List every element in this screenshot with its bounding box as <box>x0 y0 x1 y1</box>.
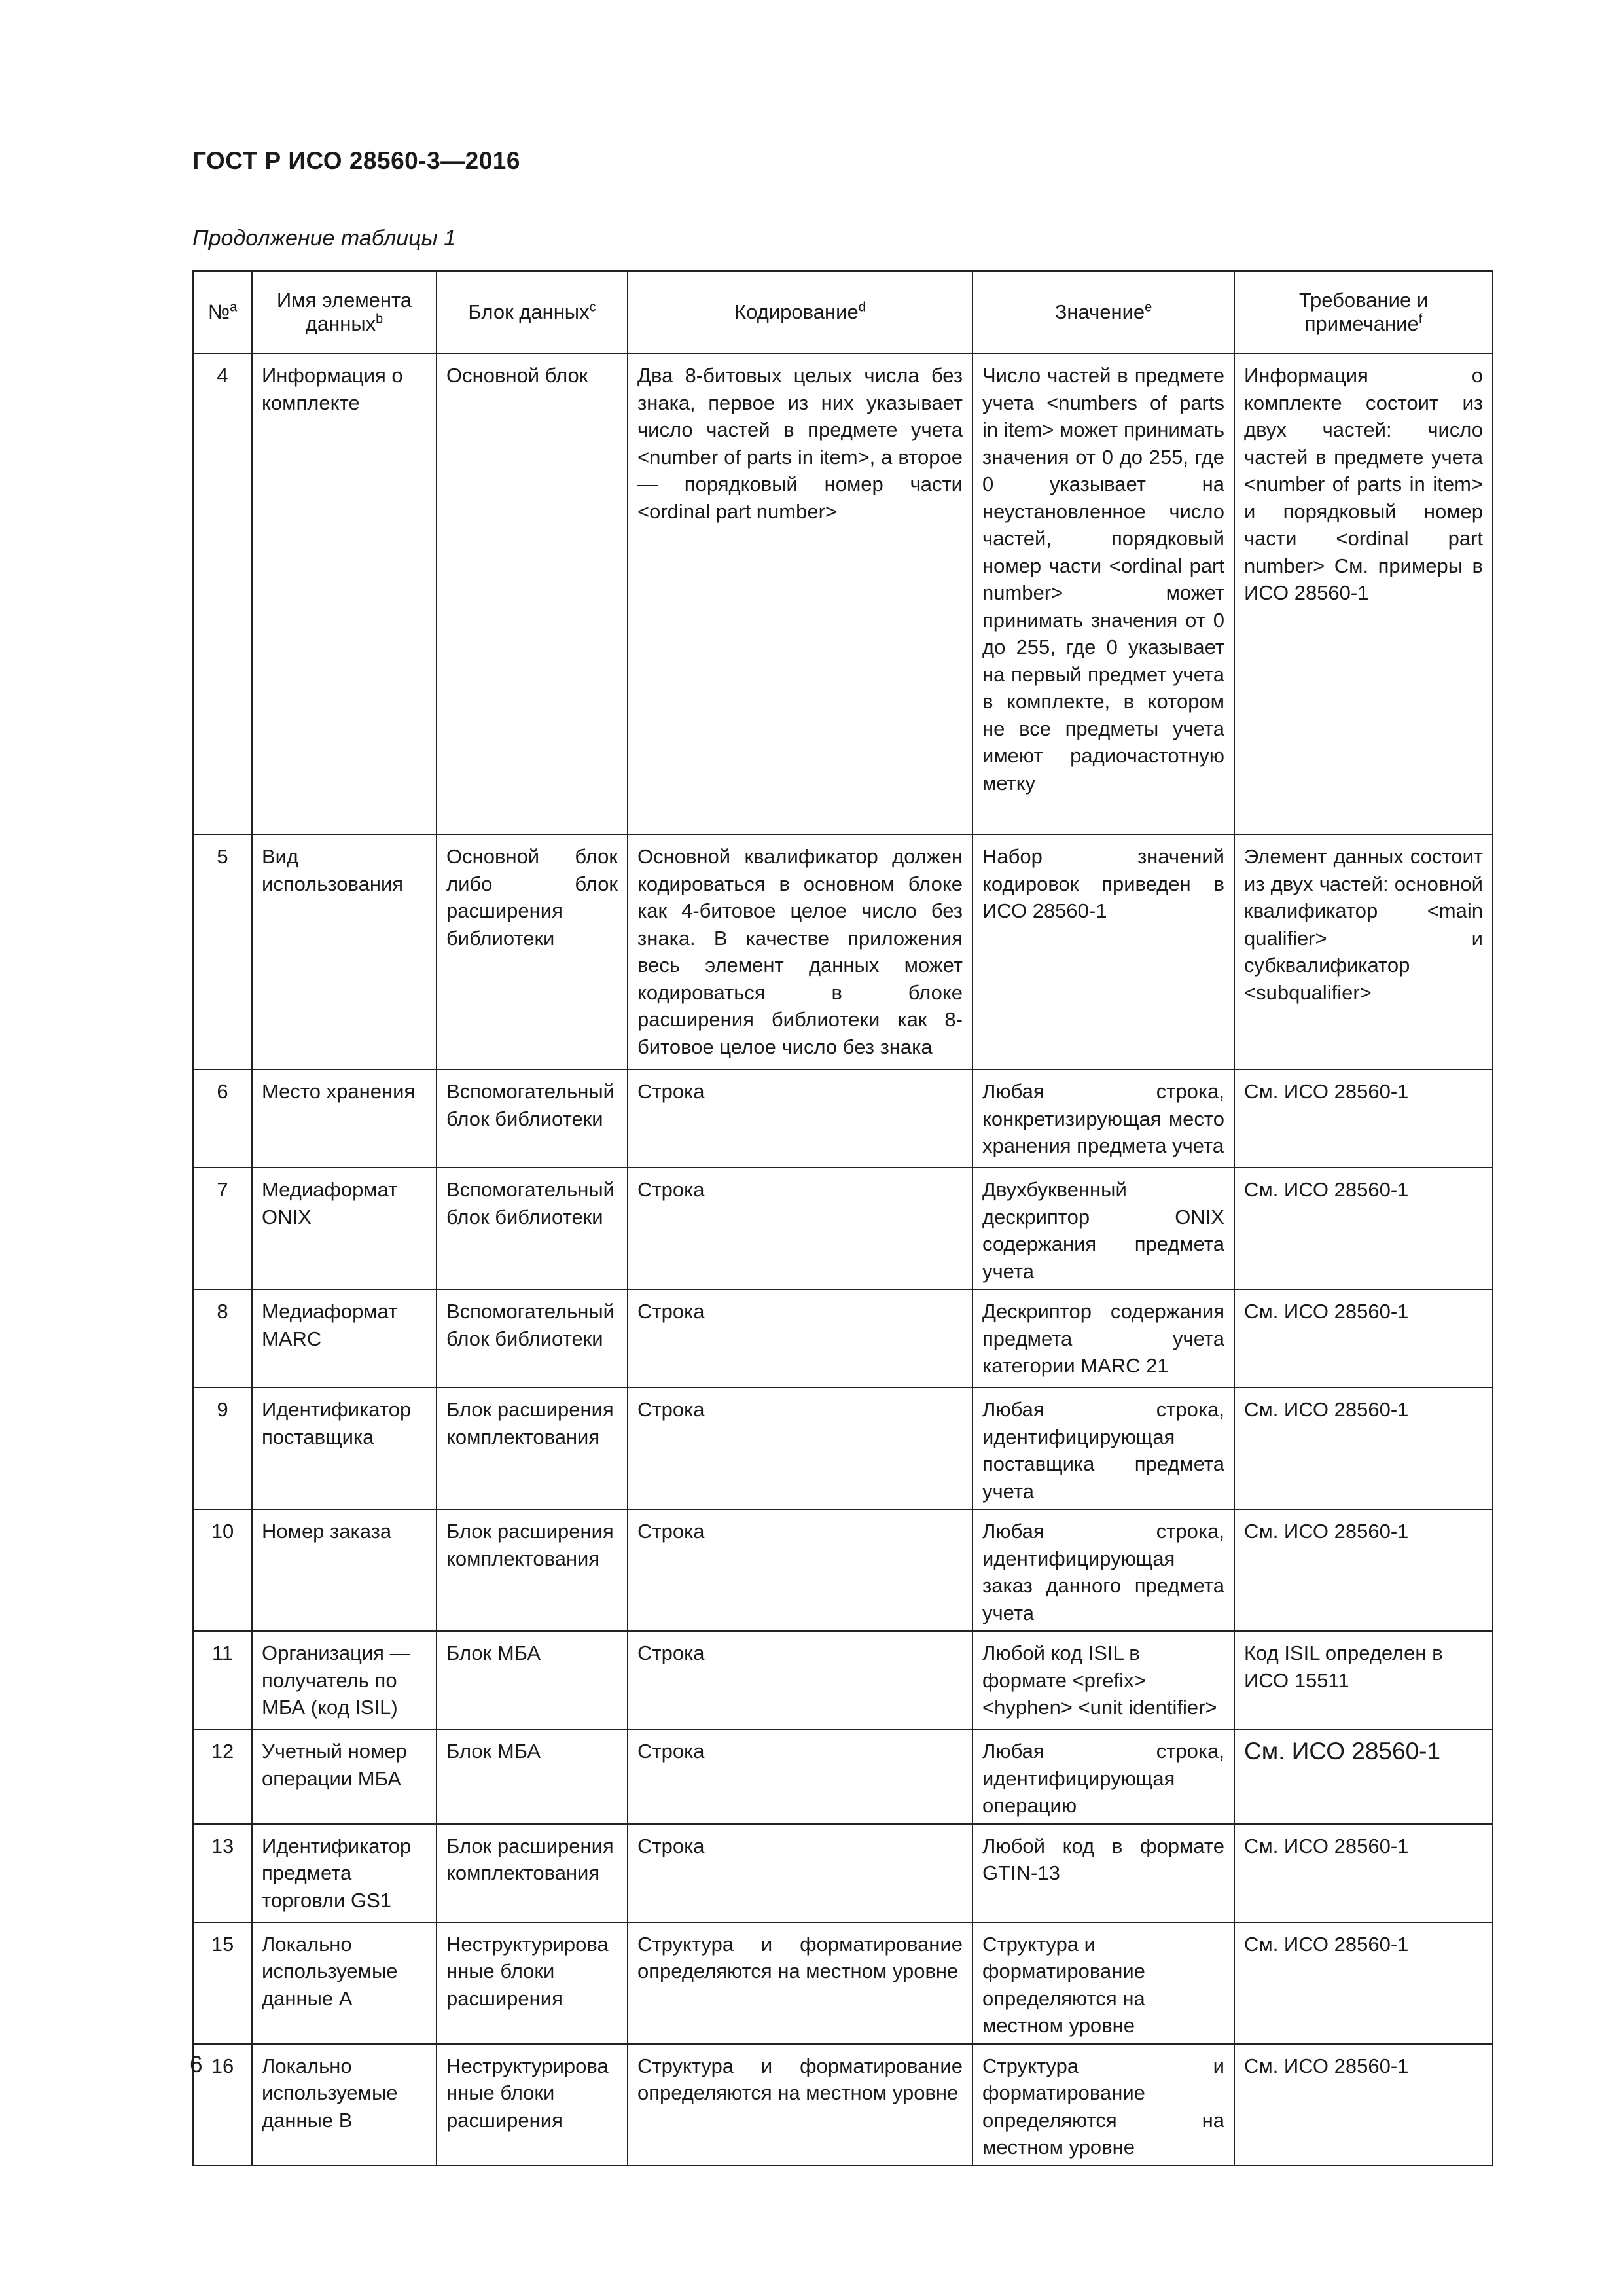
cell-value: Любая строка, идентифицирующая заказ данного предмета учета <box>972 1509 1234 1631</box>
cell-note: См. ИСО 28560-1 <box>1234 1168 1493 1289</box>
cell-element-name: Локально используемые данные В <box>252 2044 437 2166</box>
cell-number: 11 <box>193 1631 252 1729</box>
cell-number: 15 <box>193 1922 252 2044</box>
cell-value: Любой код в формате GTIN-13 <box>972 1824 1234 1922</box>
cell-coding: Строка <box>628 1729 972 1824</box>
table-row <box>193 1168 1493 1289</box>
cell-value: Структура и форматирование определяются на местном уровне <box>972 1922 1234 2044</box>
cell-coding: Строка <box>628 1289 972 1388</box>
table-row <box>193 1631 1493 1729</box>
cell-data-block: Блок МБА <box>437 1631 628 1729</box>
cell-data-block: Блок расширения комплектования <box>437 1824 628 1922</box>
data-elements-table <box>192 270 1493 2166</box>
cell-element-name: Медиаформат MARC <box>252 1289 437 1388</box>
cell-data-block: Основной блок либо блок расширения библиотеки <box>437 834 628 1069</box>
cell-element-name: Медиаформат ONIX <box>252 1168 437 1289</box>
cell-note: См. ИСО 28560-1 <box>1234 1069 1493 1168</box>
cell-note: Элемент данных состоит из двух частей: основной квалификатор <main qualifier> и субквалификатор <subqualifier> <box>1234 834 1493 1069</box>
column-header-value: Значение$^e$ <box>972 271 1234 353</box>
cell-coding: Строка <box>628 1388 972 1509</box>
table-row <box>193 1289 1493 1388</box>
cell-data-block: Вспомогательный блок библиотеки <box>437 1168 628 1289</box>
cell-value: Любой код ISIL в формате <prefix><hyphen> <unit identifier> <box>972 1631 1234 1729</box>
cell-coding: Строка <box>628 1824 972 1922</box>
cell-data-block: Блок расширения комплектования <box>437 1509 628 1631</box>
cell-element-name: Организация — получатель по МБА (код ISIL) <box>252 1631 437 1729</box>
table-row <box>193 1824 1493 1922</box>
table-row <box>193 1729 1493 1824</box>
cell-element-name: Место хранения <box>252 1069 437 1168</box>
cell-number: 5 <box>193 834 252 1069</box>
cell-element-name: Идентификатор предмета торговли GS1 <box>252 1824 437 1922</box>
cell-number: 9 <box>193 1388 252 1509</box>
cell-number: 12 <box>193 1729 252 1824</box>
column-header-data-block: Блок данных$^c$ <box>437 271 628 353</box>
table-row <box>193 1509 1493 1631</box>
cell-value: Число частей в предмете учета <numbers of parts in item> может принимать значения от 0 до 255, где 0 указывает на неустановленное число частей, порядковый номер части <ordinal part number> может принимать значения от 0 до 255, где 0 указывает на первый предмет учета в комплекте, в котором не все предметы учета имеют радиочастотную метку <box>972 353 1234 834</box>
table-row <box>193 1388 1493 1509</box>
column-header-coding: Кодирование$^d$ <box>628 271 972 353</box>
cell-data-block: Неструктурированные блоки расширения <box>437 2044 628 2166</box>
cell-value: Набор значений кодировок приведен в ИСО 28560-1 <box>972 834 1234 1069</box>
cell-coding: Строка <box>628 1168 972 1289</box>
table-row <box>193 353 1493 834</box>
cell-value: Любая строка, идентифицирующая поставщика предмета учета <box>972 1388 1234 1509</box>
cell-value: Любая строка, конкретизирующая место хранения предмета учета <box>972 1069 1234 1168</box>
table-continuation-caption: Продолжение таблицы 1 <box>192 226 456 251</box>
cell-note: См. ИСО 28560-1 <box>1234 2044 1493 2166</box>
cell-element-name: Номер заказа <box>252 1509 437 1631</box>
cell-element-name: Локально используемые данные А <box>252 1922 437 2044</box>
cell-data-block: Блок расширения комплектования <box>437 1388 628 1509</box>
cell-number: 4 <box>193 353 252 834</box>
cell-element-name: Учетный номер операции МБА <box>252 1729 437 1824</box>
cell-value: Структура и форматирование определяются на местном уровне <box>972 2044 1234 2166</box>
cell-data-block: Вспомогательный блок библиотеки <box>437 1289 628 1388</box>
cell-value: Двухбуквенный дескриптор ONIX содержания предмета учета <box>972 1168 1234 1289</box>
cell-number: 7 <box>193 1168 252 1289</box>
cell-data-block: Блок МБА <box>437 1729 628 1824</box>
cell-note: См. ИСО 28560-1 <box>1234 1509 1493 1631</box>
cell-element-name: Идентификатор поставщика <box>252 1388 437 1509</box>
cell-coding: Строка <box>628 1509 972 1631</box>
cell-note: См. ИСО 28560-1 <box>1234 1388 1493 1509</box>
cell-data-block: Вспомогательный блок библиотеки <box>437 1069 628 1168</box>
page-number: 6 <box>190 2052 203 2077</box>
cell-number: 16 <box>193 2044 252 2166</box>
cell-note: См. ИСО 28560-1 <box>1234 1922 1493 2044</box>
cell-note: См. ИСО 28560-1 <box>1234 1824 1493 1922</box>
cell-note: См. ИСО 28560-1 <box>1234 1729 1493 1824</box>
cell-note: Код ISIL определен в ИСО 15511 <box>1234 1631 1493 1729</box>
cell-note: См. ИСО 28560-1 <box>1234 1289 1493 1388</box>
cell-coding: Структура и форматирование определяются на местном уровне <box>628 2044 972 2166</box>
cell-note: Информация о комплекте состоит из двух частей: число частей в предмете учета <number of parts in item> и порядковый номер части <ordinal part number> См. примеры в ИСО 28560-1 <box>1234 353 1493 834</box>
cell-data-block: Неструктурированные блоки расширения <box>437 1922 628 2044</box>
cell-number: 6 <box>193 1069 252 1168</box>
cell-number: 13 <box>193 1824 252 1922</box>
column-header-element-name: Имя элемента данных$^b$ <box>252 271 437 353</box>
column-header-number: №$^a$ <box>193 271 252 353</box>
cell-value: Дескриптор содержания предмета учета категории MARC 21 <box>972 1289 1234 1388</box>
column-header-requirement-note: Требование и примечание$^f$ <box>1234 271 1493 353</box>
cell-data-block: Основной блок <box>437 353 628 834</box>
table-row <box>193 1922 1493 2044</box>
cell-element-name: Вид использования <box>252 834 437 1069</box>
cell-coding: Основной квалификатор должен кодироваться в основном блоке как 4-битовое целое число без знака. В качестве приложения весь элемент данных может кодироваться в блоке расширения библиотеки как 8-битовое целое число без знака <box>628 834 972 1069</box>
cell-coding: Строка <box>628 1631 972 1729</box>
cell-coding: Строка <box>628 1069 972 1168</box>
table-row <box>193 1069 1493 1168</box>
table-row <box>193 2044 1493 2166</box>
cell-value: Любая строка, идентифицирующая операцию <box>972 1729 1234 1824</box>
cell-element-name: Информация о комплекте <box>252 353 437 834</box>
cell-number: 8 <box>193 1289 252 1388</box>
cell-number: 10 <box>193 1509 252 1631</box>
cell-coding: Структура и форматирование определяются на местном уровне <box>628 1922 972 2044</box>
table-header-row <box>193 271 1493 353</box>
document-header: ГОСТ Р ИСО 28560-3—2016 <box>192 147 520 174</box>
table-row <box>193 834 1493 1069</box>
cell-coding: Два 8-битовых целых числа без знака, первое из них указывает число частей в предмете учета <number of parts in item>, а второе — порядковый номер части <ordinal part number> <box>628 353 972 834</box>
